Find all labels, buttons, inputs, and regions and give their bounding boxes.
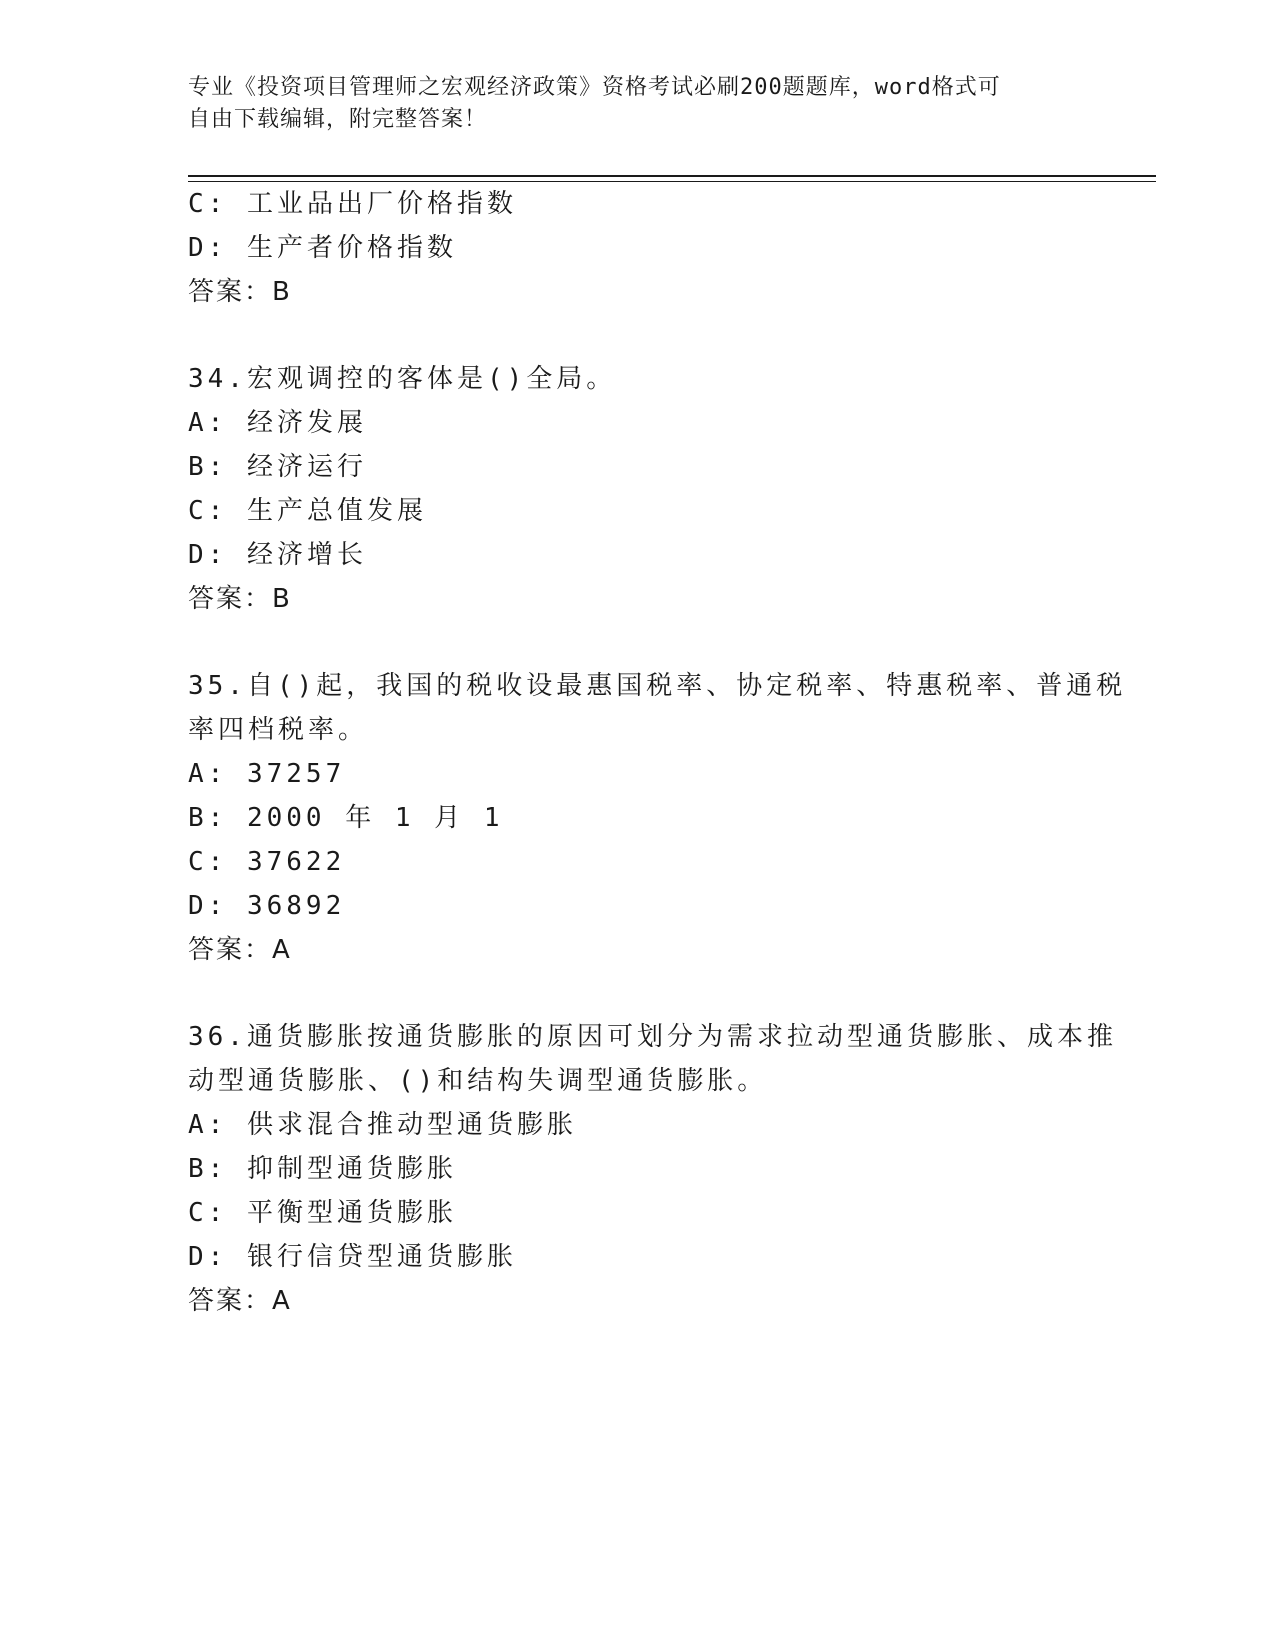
q36-option-a: A: 供求混合推动型通货膨胀	[188, 1110, 577, 1140]
q36-question-line-1: 36.通货膨胀按通货膨胀的原因可划分为需求拉动型通货膨胀、成本推	[188, 1022, 1117, 1052]
header-divider-thick	[188, 175, 1156, 177]
header-line-2: 自由下载编辑，附完整答案！	[188, 107, 488, 132]
q36-option-c: C: 平衡型通货膨胀	[188, 1198, 457, 1228]
q33-option-c: C: 工业品出厂价格指数	[188, 189, 517, 219]
q34-option-d: D: 经济增长	[188, 540, 367, 570]
document-header	[188, 72, 1088, 136]
header-line-1: 专业《投资项目管理师之宏观经济政策》资格考试必刷200题题库，word格式可	[188, 75, 1001, 100]
q34-option-b: B: 经济运行	[188, 452, 367, 482]
q36-question-line-2: 动型通货膨胀、()和结构失调型通货膨胀。	[188, 1066, 768, 1096]
q34-option-a: A: 经济发展	[188, 408, 367, 438]
q35-answer: 答案：A	[188, 935, 292, 965]
q36-answer: 答案：A	[188, 1286, 292, 1316]
q34-answer: 答案：B	[188, 584, 292, 614]
q34-option-c: C: 生产总值发展	[188, 496, 427, 526]
q35-option-a: A: 37257	[188, 759, 346, 789]
q35-option-b: B: 2000 年 1 月 1	[188, 803, 504, 833]
q36-option-b: B: 抑制型通货膨胀	[188, 1154, 457, 1184]
q33-option-d: D: 生产者价格指数	[188, 233, 457, 263]
q33-answer: 答案：B	[188, 277, 292, 307]
q35-question-line-1: 35.自()起，我国的税收设最惠国税率、协定税率、特惠税率、普通税	[188, 671, 1127, 701]
q35-question-line-2: 率四档税率。	[188, 715, 369, 745]
q35-option-d: D: 36892	[188, 891, 346, 921]
q35-option-c: C: 37622	[188, 847, 346, 877]
q36-option-d: D: 银行信贷型通货膨胀	[188, 1242, 517, 1272]
q34-question: 34.宏观调控的客体是()全局。	[188, 364, 617, 394]
header-divider-thin	[188, 181, 1156, 182]
